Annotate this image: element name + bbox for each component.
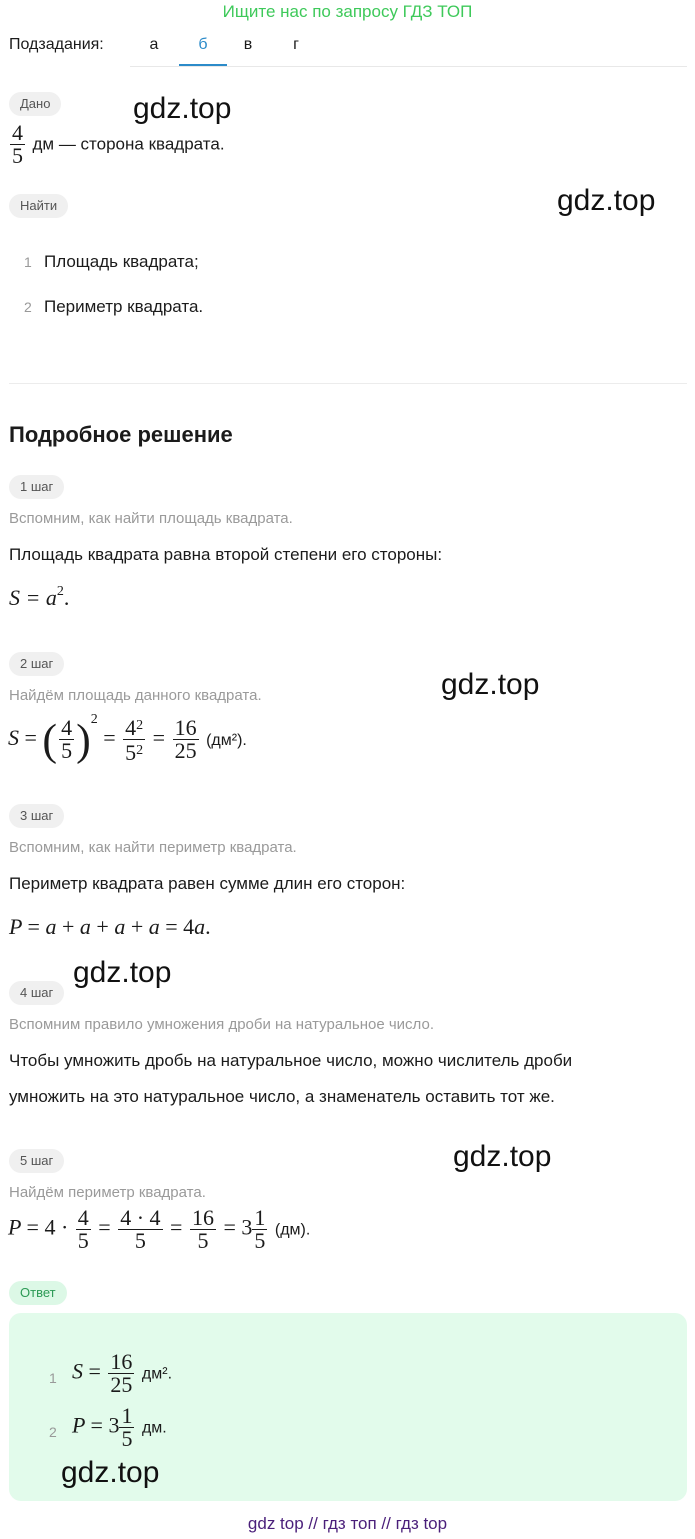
given-pill: Дано bbox=[9, 92, 61, 116]
step-1-hint: Вспомним, как найти площадь квадрата. bbox=[9, 510, 293, 527]
tab-a[interactable]: а bbox=[149, 36, 159, 53]
tab-v[interactable]: в bbox=[243, 36, 253, 53]
perimeter-calculation: P = 4 · $\frac{4}{5}$ = $\frac{4 \cdot 4}{5}$ = $\frac{16}{5}$ = 3 $\frac{1}{5}$ (дм). bbox=[8, 1205, 311, 1253]
step-4-text-2: умножить на это натуральное число, а знаменатель оставить тот же. bbox=[9, 1087, 555, 1106]
footer-links[interactable]: gdz top // гдз топ // гдз top bbox=[247, 1514, 448, 1533]
answer-pill: Ответ bbox=[9, 1281, 67, 1305]
step-3-hint: Вспомним, как найти периметр квадрата. bbox=[9, 839, 297, 856]
watermark: gdz.top bbox=[441, 668, 540, 701]
step-1-text: Площадь квадрата равна второй степени его стороны: bbox=[9, 545, 443, 564]
answer-1-num: 1 bbox=[49, 1370, 57, 1386]
step-5-hint: Найдём периметр квадрата. bbox=[9, 1184, 206, 1201]
solution-title: Подробное решение bbox=[9, 422, 233, 447]
find-item-1-num: 1 bbox=[24, 254, 32, 270]
answer-1: S = $\frac{16}{25}$ дм². bbox=[72, 1349, 173, 1397]
subtasks-label: Подзадания: bbox=[9, 36, 104, 53]
formula-area: $S = a^2$. bbox=[9, 584, 70, 610]
answer-2: P = 3 $\frac{1}{5}$ дм. bbox=[72, 1403, 167, 1451]
area-calculation: S = ( $\frac{4}{5}$ )$^2$ = $\frac{4^2}{5^2}$ = $\frac{16}{25}$ (дм²). bbox=[8, 712, 247, 766]
tab-b[interactable]: б bbox=[179, 36, 227, 66]
watermark: gdz.top bbox=[133, 92, 232, 125]
find-item-2-num: 2 bbox=[24, 299, 32, 315]
tab-g[interactable]: г bbox=[293, 36, 299, 53]
find-pill: Найти bbox=[9, 194, 68, 218]
watermark: gdz.top bbox=[73, 956, 172, 989]
find-item-2: Периметр квадрата. bbox=[44, 297, 204, 316]
step-4-text-1: Чтобы умножить дробь на натуральное число, можно числитель дроби bbox=[9, 1051, 573, 1070]
step-3-pill: 3 шаг bbox=[9, 804, 64, 828]
step-4-pill: 4 шаг bbox=[9, 981, 64, 1005]
section-divider bbox=[9, 383, 687, 384]
formula-perimeter: P = a + a + a + a = 4a. bbox=[9, 914, 211, 939]
step-4-hint: Вспомним правило умножения дроби на натуральное число. bbox=[9, 1016, 434, 1033]
step-2-hint: Найдём площадь данного квадрата. bbox=[9, 687, 262, 704]
step-1-pill: 1 шаг bbox=[9, 475, 64, 499]
search-banner: Ищите нас по запросу ГДЗ ТОП bbox=[222, 2, 473, 21]
step-3-text: Периметр квадрата равен сумме длин его сторон: bbox=[9, 874, 406, 893]
step-5-pill: 5 шаг bbox=[9, 1149, 64, 1173]
watermark: gdz.top bbox=[453, 1140, 552, 1173]
subtask-tabs bbox=[130, 30, 687, 67]
answer-2-num: 2 bbox=[49, 1424, 57, 1440]
given-side: $\frac{4}{5}$ дм — сторона квадрата. bbox=[12, 120, 225, 168]
watermark: gdz.top bbox=[557, 184, 656, 217]
step-2-pill: 2 шаг bbox=[9, 652, 64, 676]
given-text: дм — сторона квадрата. bbox=[32, 134, 225, 154]
watermark: gdz.top bbox=[61, 1456, 160, 1489]
find-item-1: Площадь квадрата; bbox=[44, 252, 199, 271]
